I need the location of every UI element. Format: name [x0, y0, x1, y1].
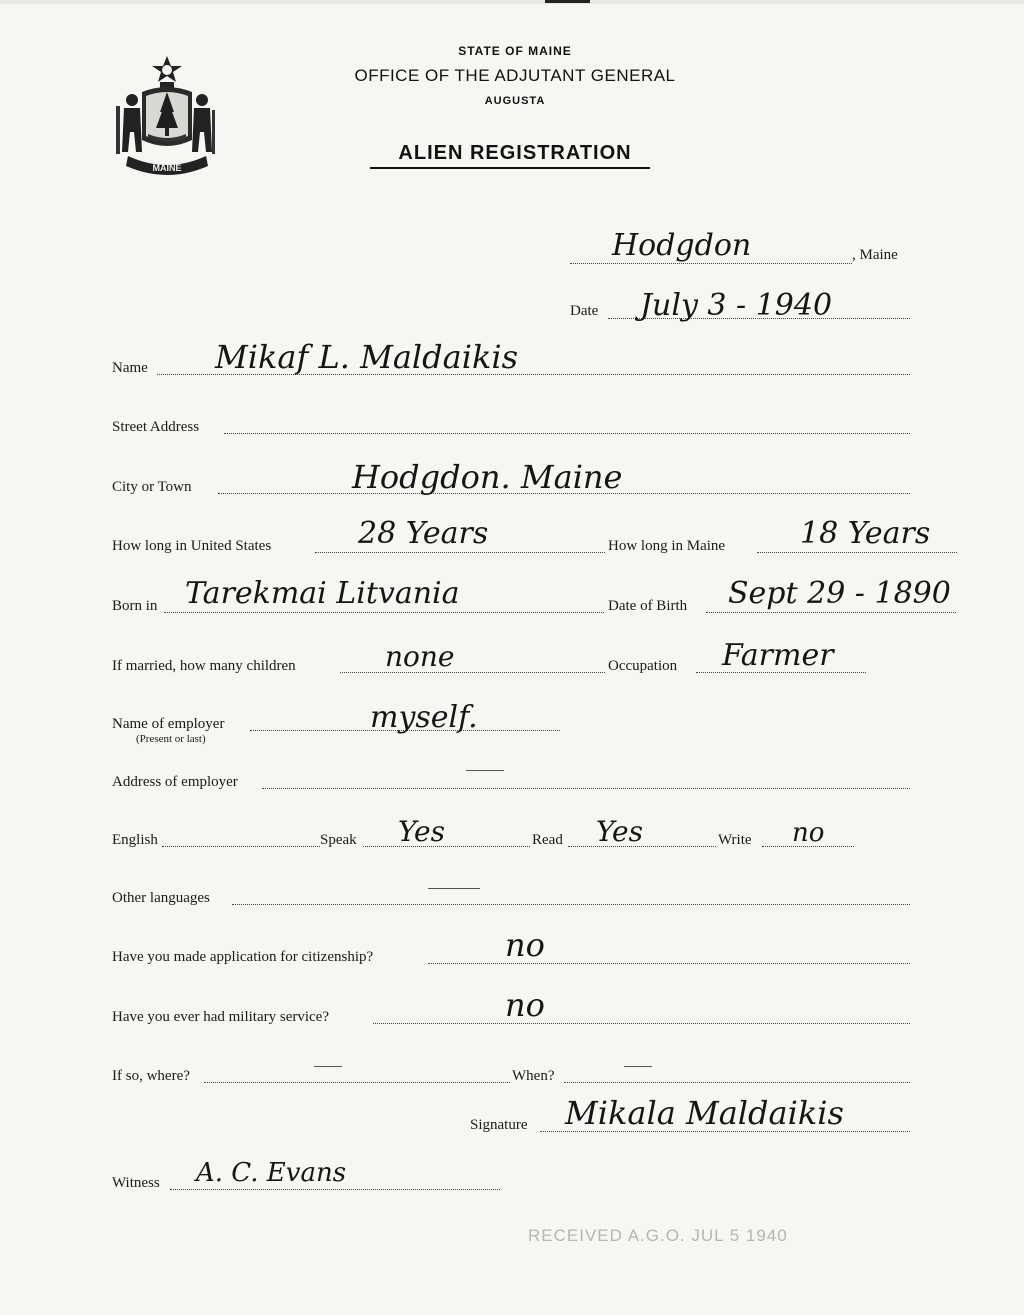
name-value: Mikaf L. Maldaikis	[215, 338, 518, 376]
english-label: English	[112, 832, 158, 848]
place-dotted-line	[570, 263, 852, 264]
maine-state-seal-icon	[108, 52, 226, 182]
title-underline	[370, 167, 650, 169]
street-dotted-line	[224, 433, 910, 434]
dob-value: Sept 29 - 1890	[728, 576, 951, 611]
dob-label: Date of Birth	[608, 598, 688, 614]
other-languages-label: Other languages	[112, 890, 210, 906]
employer-address-dash	[466, 770, 504, 771]
signature-label: Signature	[470, 1117, 528, 1133]
form-title: ALIEN REGISTRATION	[398, 142, 632, 164]
maine-duration-label: How long in Maine	[608, 538, 726, 554]
city-heading: AUGUSTA	[484, 95, 546, 107]
us-duration-value: 28 Years	[358, 516, 489, 551]
where-dash	[314, 1066, 342, 1067]
dob-dotted-line	[706, 612, 956, 613]
city-label: City or Town	[112, 479, 192, 495]
name-label: Name	[112, 360, 148, 376]
other-languages-dotted-line	[232, 904, 910, 905]
us-duration-label: How long in United States	[112, 538, 272, 554]
read-label: Read	[532, 832, 563, 848]
write-value: no	[792, 818, 825, 848]
signature-value: Mikala Maldaikis	[565, 1094, 844, 1132]
street-label: Street Address	[112, 419, 200, 435]
date-label: Date	[570, 303, 599, 319]
read-value: Yes	[596, 815, 643, 848]
scan-mark	[545, 0, 590, 3]
children-dotted-line	[340, 672, 605, 673]
city-value: Hodgdon. Maine	[352, 458, 623, 496]
when-dash	[624, 1066, 652, 1067]
date-value: July 3 - 1940	[640, 288, 833, 323]
employer-sublabel: (Present or last)	[136, 733, 206, 745]
place-suffix: , Maine	[852, 247, 898, 263]
employer-value: myself.	[370, 700, 478, 735]
citizenship-value: no	[505, 926, 545, 964]
witness-dotted-line	[170, 1189, 500, 1190]
military-label: Have you ever had military service?	[112, 1009, 329, 1025]
place-value: Hodgdon	[612, 228, 752, 263]
speak-dotted-line	[363, 846, 530, 847]
citizenship-label: Have you made application for citizenship?	[112, 949, 374, 965]
birthplace-dotted-line	[164, 612, 604, 613]
citizenship-dotted-line	[428, 963, 910, 964]
birthplace-label: Born in	[112, 598, 158, 614]
occupation-label: Occupation	[608, 658, 678, 674]
where-label: If so, where?	[112, 1068, 190, 1084]
employer-address-dotted-line	[262, 788, 910, 789]
office-heading: OFFICE OF THE ADJUTANT GENERAL	[354, 66, 676, 85]
employer-address-label: Address of employer	[112, 774, 238, 790]
english-dotted-line	[162, 846, 320, 847]
witness-label: Witness	[112, 1175, 160, 1191]
employer-label: Name of employer	[112, 716, 225, 732]
speak-value: Yes	[398, 815, 445, 848]
witness-value: A. C. Evans	[196, 1158, 347, 1188]
occupation-value: Farmer	[722, 638, 834, 673]
other-languages-dash	[428, 888, 480, 889]
military-dotted-line	[373, 1023, 910, 1024]
children-label: If married, how many children	[112, 658, 296, 674]
when-dotted-line	[564, 1082, 910, 1083]
military-value: no	[505, 986, 545, 1024]
birthplace-value: Tarekmai Litvania	[185, 576, 460, 611]
seal-motto: MAINE	[152, 163, 182, 173]
speak-label: Speak	[320, 832, 357, 848]
write-label: Write	[718, 832, 752, 848]
scan-edge	[0, 0, 1024, 4]
maine-duration-dotted-line	[757, 552, 957, 553]
state-heading: STATE OF MAINE	[458, 44, 572, 58]
children-value: none	[385, 640, 455, 673]
maine-duration-value: 18 Years	[800, 516, 931, 551]
us-duration-dotted-line	[315, 552, 605, 553]
when-label: When?	[512, 1068, 555, 1084]
received-stamp: RECEIVED A.G.O. JUL 5 1940	[528, 1226, 788, 1245]
where-dotted-line	[204, 1082, 510, 1083]
